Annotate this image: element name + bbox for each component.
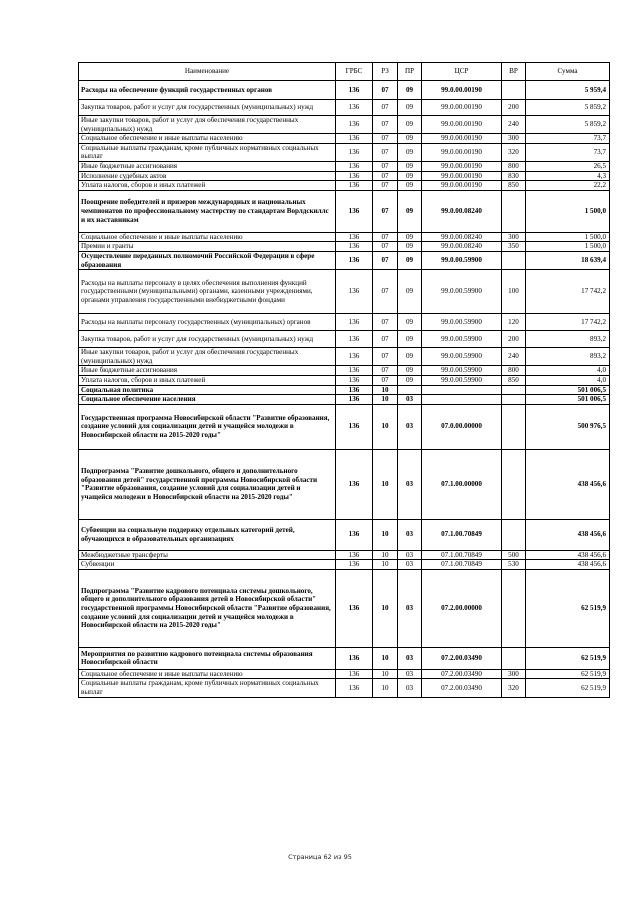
row-sum: 5 859,2	[526, 100, 610, 116]
row-grbs: 136	[336, 385, 373, 395]
row-rz: 10	[373, 449, 398, 519]
row-sum: 5 859,2	[526, 116, 610, 134]
row-csr: 99.0.00.08240	[422, 190, 502, 232]
row-csr: 07.2.00.00000	[422, 569, 502, 647]
row-sum: 893,2	[526, 348, 610, 366]
row-rz: 07	[373, 171, 398, 181]
row-grbs: 136	[336, 116, 373, 134]
page-number: Страница 62 из 95	[288, 853, 352, 861]
row-vr	[502, 395, 526, 405]
row-pr: 03	[398, 560, 422, 570]
row-grbs: 136	[336, 331, 373, 348]
row-grbs: 136	[336, 314, 373, 331]
row-vr	[502, 385, 526, 395]
table-row	[79, 251, 610, 269]
row-rz: 07	[373, 366, 398, 376]
table-row	[79, 161, 610, 171]
row-pr: 03	[398, 395, 422, 405]
row-grbs: 136	[336, 449, 373, 519]
row-rz: 10	[373, 550, 398, 560]
row-name: Межбюджетные трансферты	[79, 550, 336, 560]
row-sum: 73,7	[526, 143, 610, 161]
row-grbs: 136	[336, 348, 373, 366]
row-pr: 09	[398, 375, 422, 385]
table-row	[79, 366, 610, 376]
row-pr: 09	[398, 143, 422, 161]
row-sum: 62 519,9	[526, 669, 610, 679]
row-pr: 09	[398, 190, 422, 232]
row-pr: 03	[398, 669, 422, 679]
row-pr: 03	[398, 404, 422, 449]
row-vr	[502, 404, 526, 449]
row-pr: 03	[398, 519, 422, 550]
row-vr: 200	[502, 100, 526, 116]
row-name: Закупка товаров, работ и услуг для государственных (муниципальных) нужд	[79, 331, 336, 348]
row-vr	[502, 519, 526, 550]
row-pr: 03	[398, 679, 422, 697]
row-sum: 4,0	[526, 366, 610, 376]
row-name: Социальное обеспечение и иные выплаты населению	[79, 134, 336, 144]
table-row	[79, 331, 610, 348]
row-rz: 10	[373, 569, 398, 647]
row-pr: 09	[398, 81, 422, 100]
table-body	[79, 81, 610, 698]
table-row	[79, 181, 610, 191]
row-sum: 1 500,0	[526, 190, 610, 232]
row-name: Социальные выплаты гражданам, кроме публичных нормативных социальных выплат	[79, 143, 336, 161]
row-rz: 10	[373, 385, 398, 395]
row-csr: 99.0.00.08240	[422, 242, 502, 252]
table-row	[79, 560, 610, 570]
row-rz: 10	[373, 669, 398, 679]
row-csr: 07.0.00.00000	[422, 404, 502, 449]
row-grbs: 136	[336, 251, 373, 269]
row-grbs: 136	[336, 161, 373, 171]
row-grbs: 136	[336, 679, 373, 697]
row-rz: 07	[373, 134, 398, 144]
row-csr: 07.2.00.03490	[422, 647, 502, 669]
table-row	[79, 550, 610, 560]
header-grbs: ГРБС	[336, 63, 373, 81]
row-grbs: 136	[336, 550, 373, 560]
row-vr: 320	[502, 679, 526, 697]
row-name: Расходы на выплаты персоналу в целях обеспечения выполнения функций государственными (муниципальными) органами, казенными учреждениями, органами управления государственными внебюджетными фондами	[79, 270, 336, 314]
row-sum: 62 519,9	[526, 647, 610, 669]
row-vr: 320	[502, 143, 526, 161]
row-grbs: 136	[336, 560, 373, 570]
table-row	[79, 242, 610, 252]
row-sum: 501 006,5	[526, 385, 610, 395]
header-csr: ЦСР	[422, 63, 502, 81]
table-row	[79, 116, 610, 134]
row-sum: 62 519,9	[526, 679, 610, 697]
row-name: Государственная программа Новосибирской области "Развитие образования, создание условий для социализации детей и учащейся молодежи в Новосибирской области на 2015-2020 годы"	[79, 404, 336, 449]
row-vr: 350	[502, 242, 526, 252]
row-pr: 03	[398, 647, 422, 669]
row-csr: 99.0.00.00190	[422, 116, 502, 134]
row-csr: 99.0.00.00190	[422, 171, 502, 181]
row-csr: 07.1.00.70849	[422, 519, 502, 550]
row-csr: 99.0.00.59900	[422, 375, 502, 385]
row-csr: 07.1.00.70849	[422, 550, 502, 560]
table-row	[79, 143, 610, 161]
row-name: Субвенции на социальную поддержку отдельных категорий детей, обучающихся в образовательных организациях	[79, 519, 336, 550]
table-row	[79, 100, 610, 116]
row-sum: 893,2	[526, 331, 610, 348]
row-name: Подпрограмма "Развитие дошкольного, общего и дополнительного образования детей" государственной программы Новосибирской области "Развитие образования, создание условий для социализации детей и учащейся молодежи в Новосибирской области на 2015-2020 годы"	[79, 449, 336, 519]
row-csr	[422, 385, 502, 395]
row-pr: 09	[398, 366, 422, 376]
row-pr: 09	[398, 134, 422, 144]
budget-table	[78, 62, 610, 698]
row-grbs: 136	[336, 519, 373, 550]
row-pr: 09	[398, 270, 422, 314]
row-rz: 07	[373, 270, 398, 314]
table-row	[79, 404, 610, 449]
row-grbs: 136	[336, 143, 373, 161]
row-vr: 120	[502, 314, 526, 331]
row-vr: 200	[502, 331, 526, 348]
row-vr: 240	[502, 116, 526, 134]
row-rz: 07	[373, 314, 398, 331]
row-csr: 07.2.00.03490	[422, 669, 502, 679]
row-pr: 03	[398, 569, 422, 647]
row-csr: 99.0.00.59900	[422, 331, 502, 348]
table-row	[79, 270, 610, 314]
row-csr: 99.0.00.59900	[422, 348, 502, 366]
row-pr: 09	[398, 116, 422, 134]
row-vr: 300	[502, 232, 526, 242]
row-name: Осуществление переданных полномочий Российской Федерации в сфере образования	[79, 251, 336, 269]
row-grbs: 136	[336, 569, 373, 647]
row-name: Исполнение судебных актов	[79, 171, 336, 181]
row-grbs: 136	[336, 270, 373, 314]
row-grbs: 136	[336, 190, 373, 232]
row-pr: 09	[398, 161, 422, 171]
row-pr: 09	[398, 171, 422, 181]
row-sum: 1 500,0	[526, 232, 610, 242]
row-rz: 10	[373, 404, 398, 449]
row-name: Субвенции	[79, 560, 336, 570]
row-sum: 26,5	[526, 161, 610, 171]
row-rz: 10	[373, 560, 398, 570]
table-row	[79, 81, 610, 100]
table-row	[79, 375, 610, 385]
row-vr: 850	[502, 181, 526, 191]
row-name: Социальное обеспечение и иные выплаты населению	[79, 232, 336, 242]
row-name: Социальное обеспечение и иные выплаты населению	[79, 669, 336, 679]
row-grbs: 136	[336, 647, 373, 669]
row-sum: 73,7	[526, 134, 610, 144]
row-vr: 300	[502, 134, 526, 144]
row-grbs: 136	[336, 100, 373, 116]
row-pr: 03	[398, 449, 422, 519]
row-name: Мероприятия по развитию кадрового потенциала системы образования Новосибирской области	[79, 647, 336, 669]
row-sum: 501 006,5	[526, 395, 610, 405]
row-rz: 10	[373, 679, 398, 697]
row-grbs: 136	[336, 375, 373, 385]
table-header-row	[79, 63, 610, 81]
table-row	[79, 569, 610, 647]
row-rz: 10	[373, 647, 398, 669]
row-rz: 07	[373, 251, 398, 269]
row-pr: 03	[398, 550, 422, 560]
row-rz: 07	[373, 190, 398, 232]
row-vr: 240	[502, 348, 526, 366]
row-name: Иные бюджетные ассигнования	[79, 366, 336, 376]
row-csr: 99.0.00.00190	[422, 143, 502, 161]
row-name: Подпрограмма "Развитие кадрового потенциала системы дошкольного, общего и дополнительного образования детей в Новосибирской области" государственной программы Новосибирской области "Развитие образования, создание условий для социализации детей и учащейся молодежи в Новосибирской области на 2015-2020 годы"	[79, 569, 336, 647]
row-vr	[502, 569, 526, 647]
row-name: Социальное обеспечение населения	[79, 395, 336, 405]
table-row	[79, 669, 610, 679]
row-csr: 07.1.00.70849	[422, 560, 502, 570]
row-vr: 850	[502, 375, 526, 385]
row-sum: 17 742,2	[526, 314, 610, 331]
row-sum: 18 639,4	[526, 251, 610, 269]
table-row	[79, 232, 610, 242]
table-row	[79, 647, 610, 669]
row-sum: 438 456,6	[526, 560, 610, 570]
row-vr: 830	[502, 171, 526, 181]
row-csr: 99.0.00.08240	[422, 232, 502, 242]
row-csr: 99.0.00.00190	[422, 181, 502, 191]
table-row	[79, 679, 610, 697]
row-vr	[502, 647, 526, 669]
row-grbs: 136	[336, 669, 373, 679]
row-rz: 07	[373, 143, 398, 161]
row-sum: 4,3	[526, 171, 610, 181]
table-row	[79, 314, 610, 331]
row-name: Иные бюджетные ассигнования	[79, 161, 336, 171]
row-sum: 5 959,4	[526, 81, 610, 100]
row-vr: 800	[502, 366, 526, 376]
row-grbs: 136	[336, 242, 373, 252]
row-rz: 10	[373, 519, 398, 550]
row-sum: 500 976,5	[526, 404, 610, 449]
header-pr: ПР	[398, 63, 422, 81]
row-name: Поощрение победителей и призеров международных и национальных чемпионатов по профессиональному мастерству по стандартам Ворлдскиллс и их наставникам	[79, 190, 336, 232]
row-name: Социальная политика	[79, 385, 336, 395]
row-csr: 99.0.00.59900	[422, 314, 502, 331]
row-csr: 99.0.00.59900	[422, 270, 502, 314]
row-name: Закупка товаров, работ и услуг для государственных (муниципальных) нужд	[79, 100, 336, 116]
row-pr: 09	[398, 348, 422, 366]
row-rz: 07	[373, 375, 398, 385]
row-pr: 09	[398, 232, 422, 242]
row-grbs: 136	[336, 366, 373, 376]
table-row	[79, 190, 610, 232]
row-rz: 07	[373, 232, 398, 242]
header-vr: ВР	[502, 63, 526, 81]
row-grbs: 136	[336, 134, 373, 144]
row-grbs: 136	[336, 232, 373, 242]
row-sum: 22,2	[526, 181, 610, 191]
row-name: Премии и гранты	[79, 242, 336, 252]
row-vr: 500	[502, 550, 526, 560]
header-sum: Сумма	[526, 63, 610, 81]
row-pr	[398, 385, 422, 395]
row-grbs: 136	[336, 181, 373, 191]
row-rz: 10	[373, 395, 398, 405]
row-pr: 09	[398, 181, 422, 191]
row-csr	[422, 395, 502, 405]
row-pr: 09	[398, 251, 422, 269]
row-vr	[502, 251, 526, 269]
row-vr	[502, 81, 526, 100]
row-pr: 09	[398, 331, 422, 348]
row-name: Уплата налогов, сборов и иных платежей	[79, 375, 336, 385]
row-name: Социальные выплаты гражданам, кроме публичных нормативных социальных выплат	[79, 679, 336, 697]
row-rz: 07	[373, 81, 398, 100]
row-rz: 07	[373, 181, 398, 191]
row-name: Иные закупки товаров, работ и услуг для обеспечения государственных (муниципальных) нужд	[79, 116, 336, 134]
table-row	[79, 348, 610, 366]
header-rz: РЗ	[373, 63, 398, 81]
row-vr	[502, 190, 526, 232]
row-pr: 09	[398, 100, 422, 116]
table-row	[79, 171, 610, 181]
row-csr: 99.0.00.00190	[422, 100, 502, 116]
row-sum: 62 519,9	[526, 569, 610, 647]
row-name: Иные закупки товаров, работ и услуг для обеспечения государственных (муниципальных) нужд	[79, 348, 336, 366]
row-csr: 99.0.00.00190	[422, 134, 502, 144]
row-sum: 4,0	[526, 375, 610, 385]
row-csr: 99.0.00.00190	[422, 81, 502, 100]
table-row	[79, 449, 610, 519]
row-sum: 438 456,6	[526, 449, 610, 519]
row-grbs: 136	[336, 395, 373, 405]
row-sum: 17 742,2	[526, 270, 610, 314]
row-csr: 99.0.00.59900	[422, 366, 502, 376]
row-rz: 07	[373, 331, 398, 348]
row-rz: 07	[373, 116, 398, 134]
row-rz: 07	[373, 100, 398, 116]
row-csr: 99.0.00.00190	[422, 161, 502, 171]
row-grbs: 136	[336, 171, 373, 181]
row-csr: 99.0.00.59900	[422, 251, 502, 269]
row-pr: 09	[398, 314, 422, 331]
row-vr: 800	[502, 161, 526, 171]
row-csr: 07.2.00.03490	[422, 679, 502, 697]
row-sum: 438 456,6	[526, 519, 610, 550]
row-pr: 09	[398, 242, 422, 252]
row-vr: 530	[502, 560, 526, 570]
row-vr: 300	[502, 669, 526, 679]
row-vr	[502, 449, 526, 519]
table-row	[79, 134, 610, 144]
row-name: Уплата налогов, сборов и иных платежей	[79, 181, 336, 191]
table-row	[79, 395, 610, 405]
row-vr: 100	[502, 270, 526, 314]
row-name: Расходы на выплаты персоналу государственных (муниципальных) органов	[79, 314, 336, 331]
row-rz: 07	[373, 161, 398, 171]
row-name: Расходы на обеспечение функций государственных органов	[79, 81, 336, 100]
header-name: Наименование	[79, 63, 336, 81]
row-sum: 438 456,6	[526, 550, 610, 560]
row-rz: 07	[373, 242, 398, 252]
row-grbs: 136	[336, 404, 373, 449]
row-rz: 07	[373, 348, 398, 366]
row-sum: 1 500,0	[526, 242, 610, 252]
row-csr: 07.1.00.00000	[422, 449, 502, 519]
table-row	[79, 385, 610, 395]
row-grbs: 136	[336, 81, 373, 100]
table-row	[79, 519, 610, 550]
